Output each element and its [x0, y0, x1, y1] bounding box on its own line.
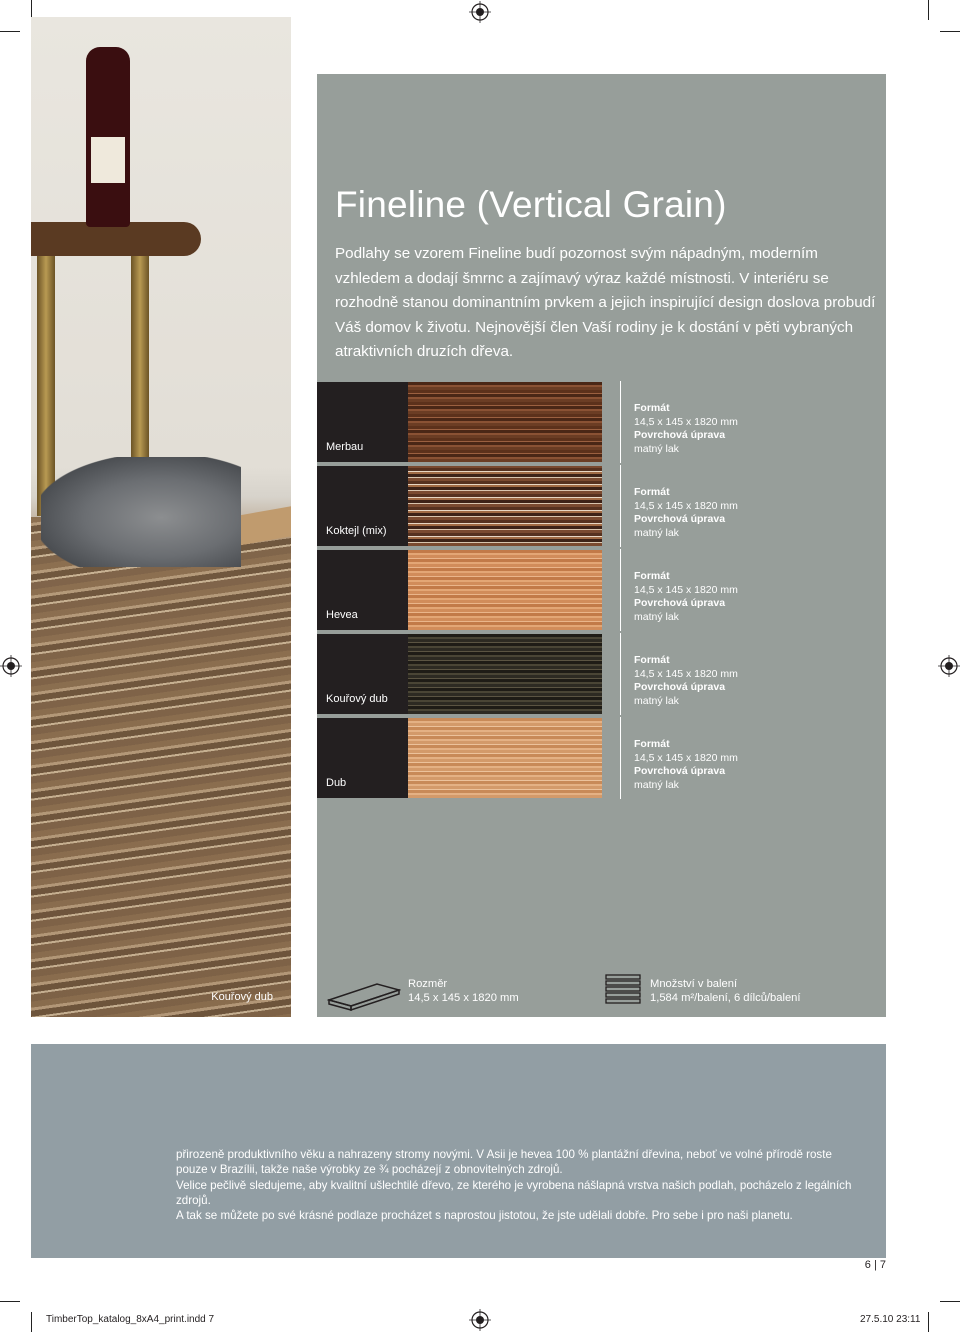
product-name: Dub: [326, 777, 347, 789]
crop-mark: [940, 1301, 960, 1302]
bottle-label-image: [91, 137, 125, 183]
registration-mark-icon: [0, 655, 22, 677]
registration-mark-icon: [938, 655, 960, 677]
interior-photo: [31, 17, 291, 1017]
crop-mark: [0, 31, 20, 32]
product-row: [317, 466, 886, 546]
product-name: Hevea: [326, 609, 358, 621]
page-title: Fineline (Vertical Grain): [335, 184, 727, 225]
crop-mark: [928, 0, 929, 20]
product-name: Koktejl (mix): [326, 525, 387, 537]
product-spec: [634, 486, 738, 540]
format-value: 14,5 x 145 x 1820 mm: [634, 751, 738, 764]
plank-dimension-icon: [327, 982, 401, 1012]
divider: [620, 549, 621, 631]
product-spec: [634, 402, 738, 456]
format-value: 14,5 x 145 x 1820 mm: [634, 667, 738, 680]
divider: [620, 381, 621, 463]
info-paragraph: přirozeně produktivního věku a nahrazeny stromy novými. V Asii je hevea 100 % plantážní dřevina, neboť ve volné přírodě roste pouze v Brazílii, takže naše výrobky ze ¾ pocházejí z obnovitelných zdrojů.: [176, 1148, 832, 1177]
wood-swatch-merbau: [408, 382, 602, 462]
format-label: Formát: [634, 654, 670, 666]
product-label-box: [317, 466, 408, 546]
packaging-label: Množství v balení: [650, 978, 738, 990]
product-label-box: [317, 382, 408, 462]
registration-mark-icon: [469, 1, 491, 23]
divider: [620, 717, 621, 799]
info-paragraph: A tak se můžete po své krásné podlaze procházet s naprostou jistotou, že jste udělali dobře. Pro sebe i pro naši planetu.: [176, 1209, 793, 1223]
product-name: Kouřový dub: [326, 693, 388, 705]
format-value: 14,5 x 145 x 1820 mm: [634, 583, 738, 596]
registration-mark-icon: [469, 1309, 491, 1331]
intro-text: Podlahy se vzorem Fineline budí pozornost svým nápadným, moderním vzhledem a dodají šmrnc a zajímavý výraz každé místnosti. V interiéru se rozhodně stanou dominantním prvkem a jejich inspirující design doslova probudí Váš domov k životu. Nejnovější člen Vaší rodiny je k dostání v pěti vybraných atraktivních druzích dřeva.: [335, 245, 876, 360]
table-image: [31, 222, 201, 256]
format-label: Formát: [634, 738, 670, 750]
wood-swatch-oak: [408, 718, 602, 798]
crop-mark: [928, 1312, 929, 1332]
slug-filename: TimberTop_katalog_8xA4_print.indd 7: [46, 1314, 215, 1325]
finish-value: matný lak: [634, 610, 679, 623]
wood-swatch-mix: [408, 466, 602, 546]
photo-caption: Kouřový dub: [211, 991, 273, 1003]
floor-image: [31, 517, 291, 1017]
product-row: [317, 634, 886, 714]
finish-label: Povrchová úprava: [634, 513, 726, 526]
format-value: 14,5 x 145 x 1820 mm: [634, 415, 738, 428]
info-box: [31, 1044, 886, 1258]
slug-date: 27.5.10 23:11: [860, 1314, 921, 1325]
product-spec: [634, 654, 738, 708]
info-text: [176, 1147, 866, 1223]
product-label-box: [317, 634, 408, 714]
product-label-box: [317, 718, 408, 798]
finish-value: matný lak: [634, 694, 679, 707]
format-value: 14,5 x 145 x 1820 mm: [634, 499, 738, 512]
crop-mark: [940, 31, 960, 32]
page-number: 6 | 7: [864, 1259, 886, 1271]
finish-value: matný lak: [634, 778, 679, 791]
package-stack-icon: [605, 974, 641, 1006]
product-row: [317, 382, 886, 462]
finish-value: matný lak: [634, 526, 679, 539]
finish-label: Povrchová úprava: [634, 765, 726, 778]
format-label: Formát: [634, 486, 670, 498]
cat-image: [41, 457, 241, 567]
crop-mark: [0, 1301, 20, 1302]
size-info: [408, 977, 519, 1005]
info-paragraph: Velice pečlivě sledujeme, aby kvalitní ušlechtilé dřevo, ze kterého je vyrobena nášlapná vrstva našich podlah, pocházelo z legálních zdrojů.: [176, 1178, 852, 1207]
wood-swatch-smoked-oak: [408, 634, 602, 714]
divider: [620, 465, 621, 547]
product-panel: [317, 74, 886, 1017]
wood-swatch-hevea: [408, 550, 602, 630]
finish-label: Povrchová úprava: [634, 597, 726, 610]
size-value: 14,5 x 145 x 1820 mm: [408, 992, 519, 1004]
product-row: [317, 718, 886, 798]
product-spec: [634, 738, 738, 792]
product-name: Merbau: [326, 441, 364, 453]
size-label: Rozměr: [408, 978, 448, 990]
crop-mark: [31, 1312, 32, 1332]
finish-label: Povrchová úprava: [634, 429, 726, 442]
divider: [620, 633, 621, 715]
product-row: [317, 550, 886, 630]
product-spec: [634, 570, 738, 624]
finish-label: Povrchová úprava: [634, 681, 726, 694]
format-label: Formát: [634, 570, 670, 582]
format-label: Formát: [634, 402, 670, 414]
finish-value: matný lak: [634, 442, 679, 455]
packaging-value: 1,584 m²/balení, 6 dílců/balení: [650, 992, 801, 1004]
packaging-info: [650, 977, 801, 1005]
product-label-box: [317, 550, 408, 630]
